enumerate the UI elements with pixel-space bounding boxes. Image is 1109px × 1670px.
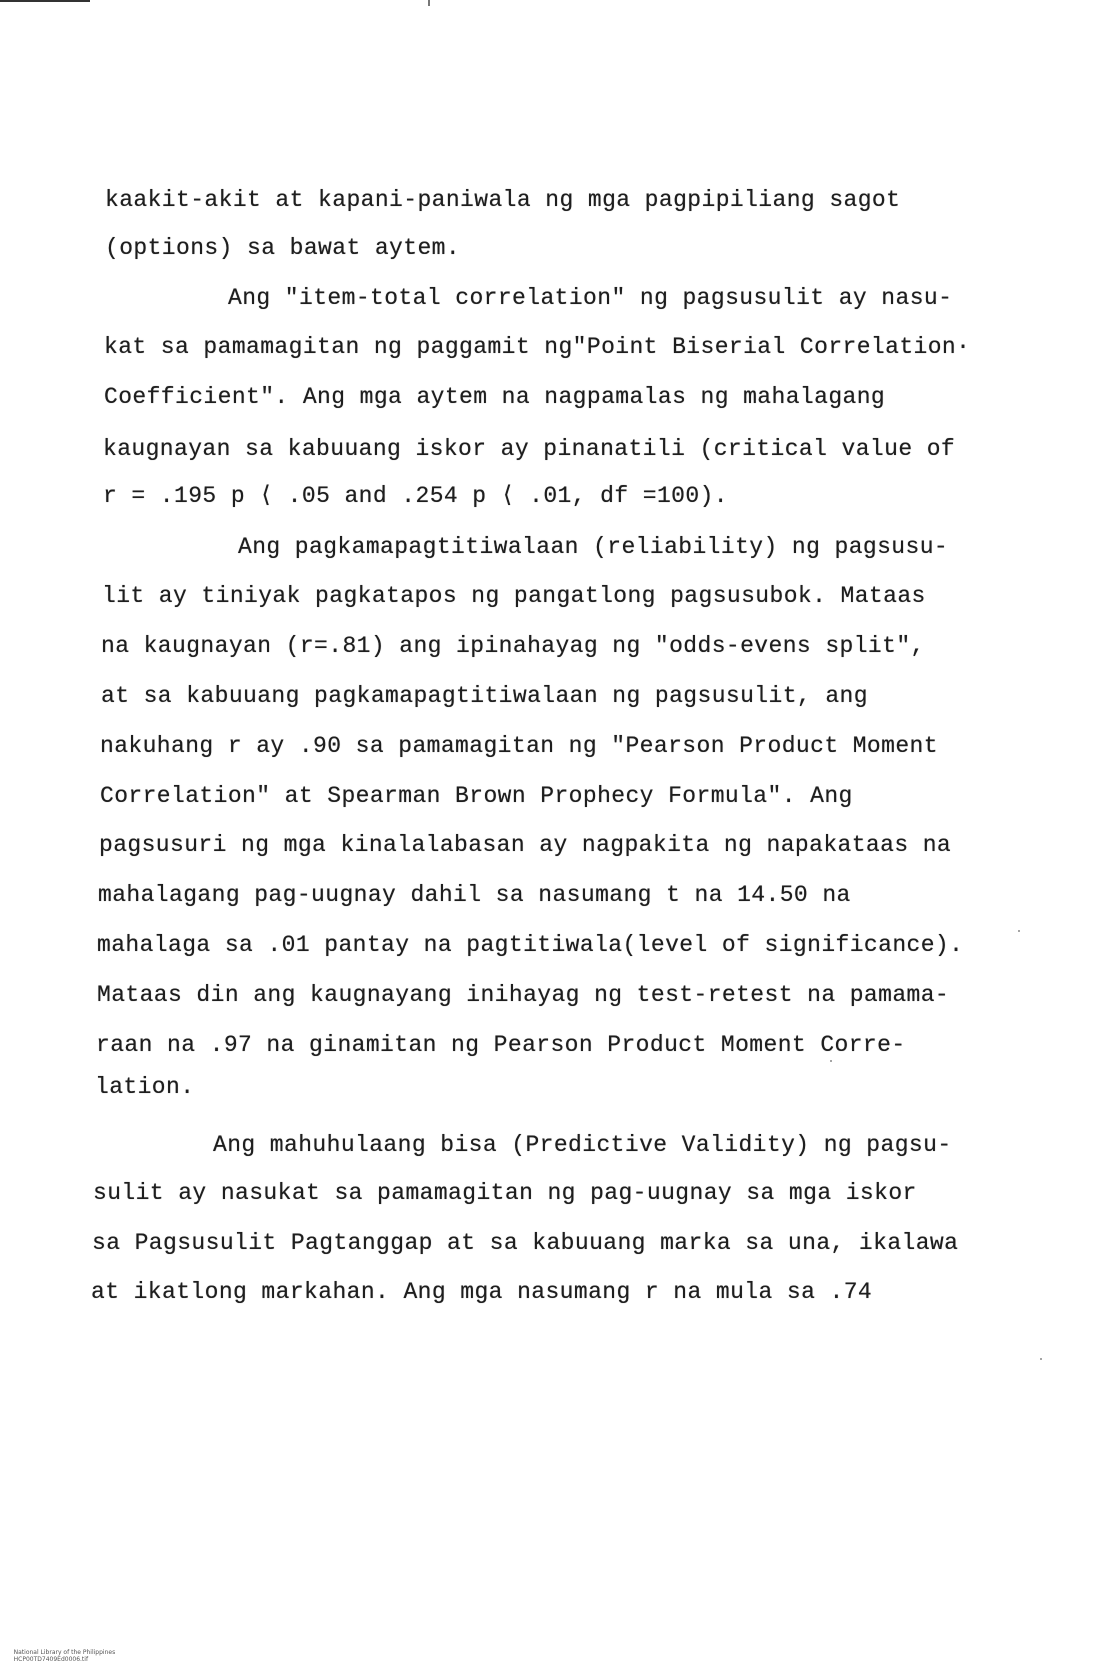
scan-speck bbox=[1018, 930, 1020, 932]
text-line: na kaugnayan (r=.81) ang ipinahayag ng "odds-evens split", bbox=[101, 633, 925, 659]
text-line: kat sa pamamagitan ng paggamit ng"Point Biserial Correlation· bbox=[104, 334, 971, 360]
text-line: at sa kabuuang pagkamapagtitiwalaan ng pagsusulit, ang bbox=[101, 683, 868, 709]
text-line: raan na .97 na ginamitan ng Pearson Product Moment Corre- bbox=[96, 1032, 906, 1058]
scan-footer bbox=[6, 1642, 133, 1670]
text-line: Ang "item-total correlation" ng pagsusulit ay nasu- bbox=[228, 285, 953, 311]
text-line: r = .195 p ⟨ .05 and .254 p ⟨ .01, df =100). bbox=[103, 483, 728, 509]
scan-speck bbox=[830, 1060, 832, 1062]
text-line: lation. bbox=[95, 1074, 195, 1100]
text-line: kaugnayan sa kabuuang iskor ay pinanatili (critical value of bbox=[103, 436, 956, 462]
library-credit: National Library of the Philippines bbox=[13, 1649, 116, 1656]
text-line: lit ay tiniyak pagkatapos ng pangatlong pagsusubok. Mataas bbox=[102, 583, 926, 609]
text-line: Ang pagkamapagtitiwalaan (reliability) ng pagsusu- bbox=[238, 534, 949, 560]
scan-edge-mark bbox=[0, 0, 90, 2]
text-line: sulit ay nasukat sa pamamagitan ng pag-uugnay sa mga iskor bbox=[93, 1180, 917, 1206]
text-line: (options) sa bawat aytem. bbox=[105, 235, 461, 261]
text-line: at ikatlong markahan. Ang mga nasumang r na mula sa .74 bbox=[91, 1279, 873, 1305]
text-line: Mataas din ang kaugnayang inihayag ng test-retest na pamama- bbox=[97, 982, 950, 1008]
scan-tick-mark bbox=[428, 0, 430, 6]
text-line: Coefficient". Ang mga aytem na nagpamalas ng mahalagang bbox=[104, 384, 886, 410]
text-line: Correlation" at Spearman Brown Prophecy Formula". Ang bbox=[100, 783, 853, 809]
text-line: sa Pagsusulit Pagtanggap at sa kabuuang marka sa una, ikalawa bbox=[92, 1230, 959, 1256]
scan-speck bbox=[1040, 1358, 1042, 1360]
text-line: kaakit-akit at kapani-paniwala ng mga pagpipiliang sagot bbox=[105, 187, 901, 213]
text-line: nakuhang r ay .90 sa pamamagitan ng "Pearson Product Moment bbox=[100, 733, 938, 759]
text-line: mahalaga sa .01 pantay na pagtitiwala(level of significance). bbox=[97, 932, 964, 958]
file-id: HCP00TD7409Ed0006.tif bbox=[13, 1656, 89, 1663]
text-line: pagsusuri ng mga kinalalabasan ay nagpakita ng napakataas na bbox=[99, 832, 952, 858]
text-line: mahalagang pag-uugnay dahil sa nasumang t na 14.50 na bbox=[98, 882, 851, 908]
text-line: Ang mahuhulaang bisa (Predictive Validity) ng pagsu- bbox=[213, 1132, 952, 1158]
